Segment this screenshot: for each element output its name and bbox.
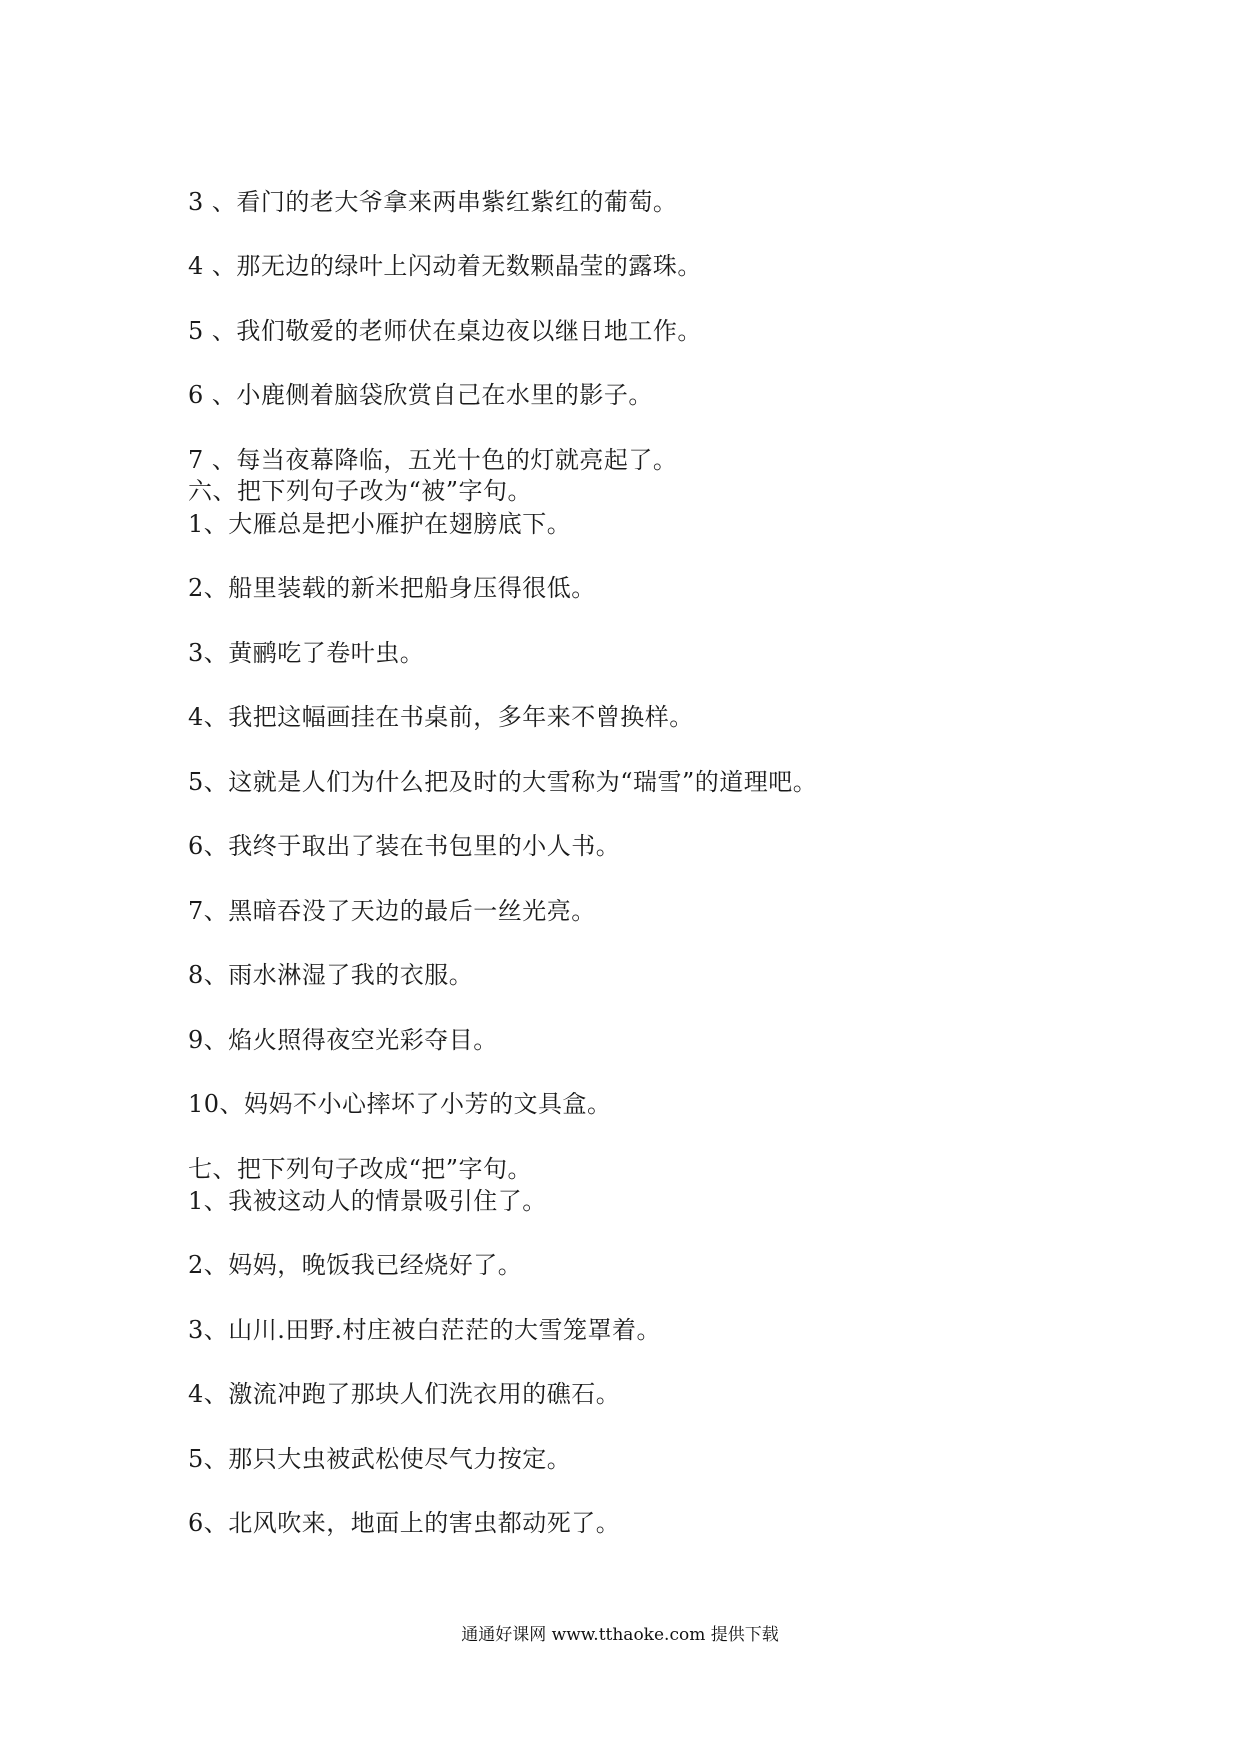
sentence-6-9: 9、焰火照得夜空光彩夺目。	[188, 1026, 498, 1054]
sentence-7-1: 1、我被这动人的情景吸引住了。	[188, 1187, 547, 1215]
sentence-6-8: 8、雨水淋湿了我的衣服。	[188, 961, 474, 989]
footer-source-line: 通通好课网 www.tthaoke.com 提供下载	[461, 1625, 779, 1645]
sentence-5-7: 7 、每当夜幕降临，五光十色的灯就亮起了。	[188, 446, 678, 474]
section-7-heading: 七、把下列句子改成“把”字句。	[188, 1155, 533, 1183]
sentence-6-1: 1、大雁总是把小雁护在翅膀底下。	[188, 510, 572, 538]
sentence-5-4: 4 、那无边的绿叶上闪动着无数颗晶莹的露珠。	[188, 252, 702, 280]
sentence-6-5: 5、这就是人们为什么把及时的大雪称为“瑞雪”的道理吧。	[188, 768, 818, 796]
sentence-6-4: 4、我把这幅画挂在书桌前，多年来不曾换样。	[188, 703, 694, 731]
sentence-6-6: 6、我终于取出了装在书包里的小人书。	[188, 832, 621, 860]
sentence-7-3: 3、山川.田野.村庄被白茫茫的大雪笼罩着。	[188, 1316, 662, 1344]
sentence-6-7: 7、黑暗吞没了天边的最后一丝光亮。	[188, 897, 596, 925]
sentence-7-2: 2、妈妈，晚饭我已经烧好了。	[188, 1251, 523, 1279]
sentence-5-5: 5 、我们敬爱的老师伏在桌边夜以继日地工作。	[188, 317, 702, 345]
sentence-7-4: 4、激流冲跑了那块人们洗衣用的礁石。	[188, 1380, 621, 1408]
sentence-6-2: 2、船里装载的新米把船身压得很低。	[188, 574, 596, 602]
sentence-6-10: 10、妈妈不小心摔坏了小芳的文具盒。	[188, 1090, 612, 1118]
sentence-7-6: 6、北风吹来，地面上的害虫都动死了。	[188, 1509, 621, 1537]
sentence-5-6: 6 、小鹿侧着脑袋欣赏自己在水里的影子。	[188, 381, 653, 409]
sentence-5-3: 3 、看门的老大爷拿来两串紫红紫红的葡萄。	[188, 188, 678, 216]
sentence-6-3: 3、黄鹂吃了卷叶虫。	[188, 639, 425, 667]
sentence-7-5: 5、那只大虫被武松使尽气力按定。	[188, 1445, 572, 1473]
section-6-heading: 六、把下列句子改为“被”字句。	[188, 477, 533, 505]
